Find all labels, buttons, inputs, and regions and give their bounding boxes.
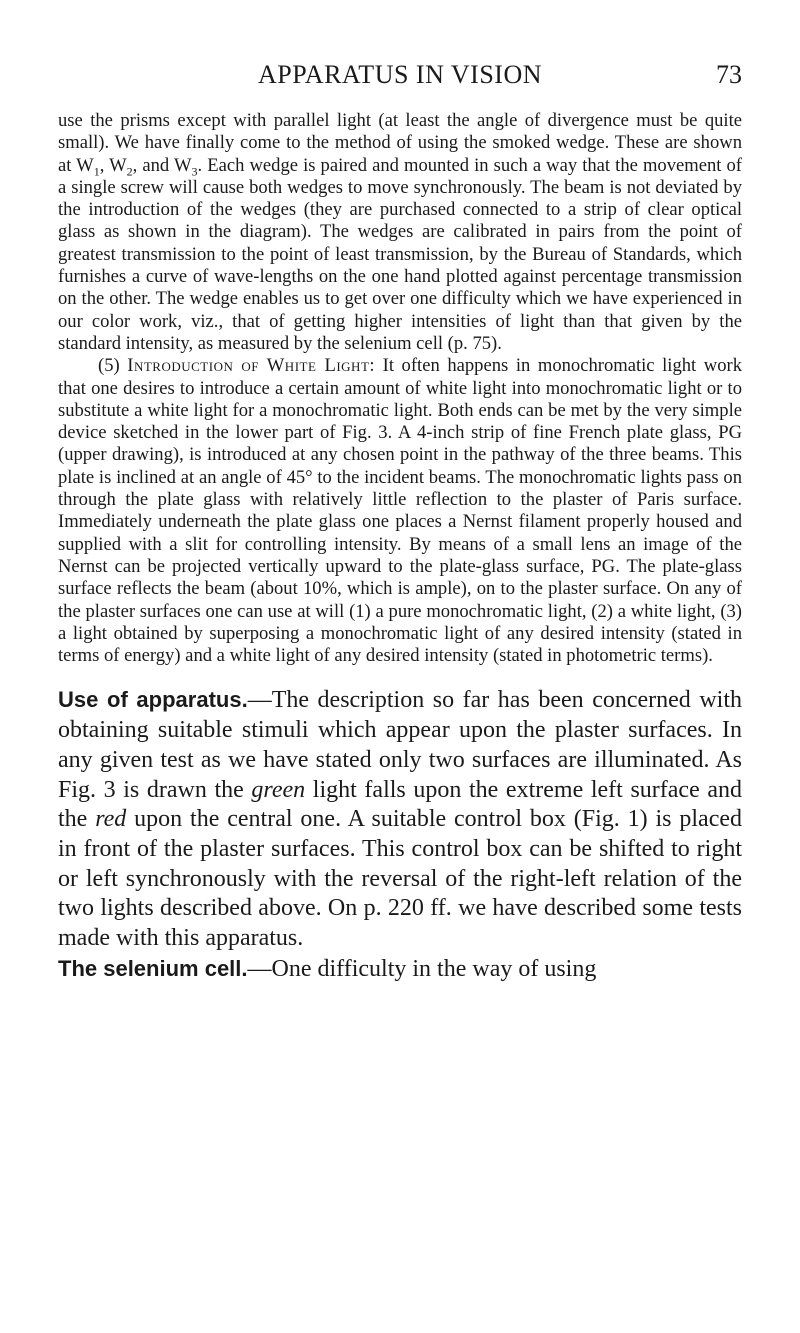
- running-head: [58, 60, 742, 94]
- paragraph-white-light: [58, 355, 742, 667]
- emphasis-green: green: [251, 776, 306, 803]
- paragraph-wedge: [58, 110, 742, 355]
- paragraph-use-of-apparatus: [58, 685, 742, 953]
- subscript: 1: [93, 164, 100, 179]
- paragraph-text: It often happens in monochromatic light work that one desires to introduce a certain amount of white light into monochromatic light or to substitute a white light for a monochromatic light. Both ends can be met by the very simple device sketched in the lower part of Fig. 3. A 4-inch strip of fine French plate glass, PG (upper drawing), is introduced at any chosen point in the pathway of the three beams. This plate is inclined at an angle of 45° to the incident beams. The monochromatic lights pass on through the plate glass with relatively little reflection to the plaster of Paris surface. Immediately underneath the plate glass one places a Nernst filament properly housed and supplied with a slit for controlling intensity. By means of a small lens an image of the Nernst can be projected vertically upward to the plate-glass surface, PG. The plate-glass surface reflects the beam (about 10%, which is ample), on to the plaster surface. On any of the plaster surfaces one can use at will (1) a pure monochromatic light, (2) a white light, (3) a light obtained by superposing a monochromatic light of any desired intensity (stated in terms of energy) and a white light of any desired intensity (stated in photometric terms).: [58, 355, 742, 667]
- running-title: APPARATUS IN VISION: [257, 60, 542, 89]
- section-heading: The selenium cell.: [58, 955, 248, 981]
- item-number: (5): [98, 355, 120, 377]
- section-heading: Introduction of White Light:: [127, 355, 376, 377]
- page-number: 73: [716, 60, 742, 89]
- paragraph-text: —The description so far has been concerned with obtaining suitable stimuli which appear upon the plaster surfaces. In any given test as we have stated only two surfaces are illuminated. As Fig. 3 is drawn the: [58, 687, 743, 803]
- section-heading: Use of apparatus.: [58, 687, 248, 713]
- emphasis-red: red: [95, 806, 127, 833]
- paragraph-text: , and W: [132, 154, 192, 176]
- paragraph-text: use the prisms except with parallel light (at least the angle of divergence must be quite small). We have finally come to the method of using the smoked wedge. These are shown at W: [58, 110, 742, 176]
- paragraph-text: —One difficulty in the way of using: [247, 955, 597, 982]
- subscript: 2: [126, 164, 133, 179]
- paragraph-selenium-cell: [58, 954, 742, 985]
- paragraph-text: . Each wedge is paired and mounted in such a way that the movement of a single screw will cause both wedges to move synchronously. The beam is not deviated by the introduction of the wedges (they are purchased connected to a strip of clear optical glass as shown in the diagram). The wedges are calibrated in pairs from the point of greatest transmission to the point of least transmission, by the Bureau of Standards, which furnishes a curve of wave-lengths on the one hand plotted against percentage transmission on the other. The wedge enables us to get over one difficulty which we have experienced in our color work, viz., that of getting higher intensities of light than that given by the standard intensity, as measured by the selenium cell (p. 75).: [58, 154, 742, 354]
- subscript: 3: [191, 164, 198, 179]
- paragraph-text: upon the central one. A suitable control box (Fig. 1) is placed in front of the plaster surfaces. This control box can be shifted to right or left synchronously with the reversal of the right-left relation of the two lights described above. On p. 220 ff. we have described some tests made with this apparatus.: [58, 806, 743, 952]
- paragraph-text: light falls upon the extreme left surface and the: [58, 776, 742, 833]
- paragraph-text: , W: [99, 154, 127, 176]
